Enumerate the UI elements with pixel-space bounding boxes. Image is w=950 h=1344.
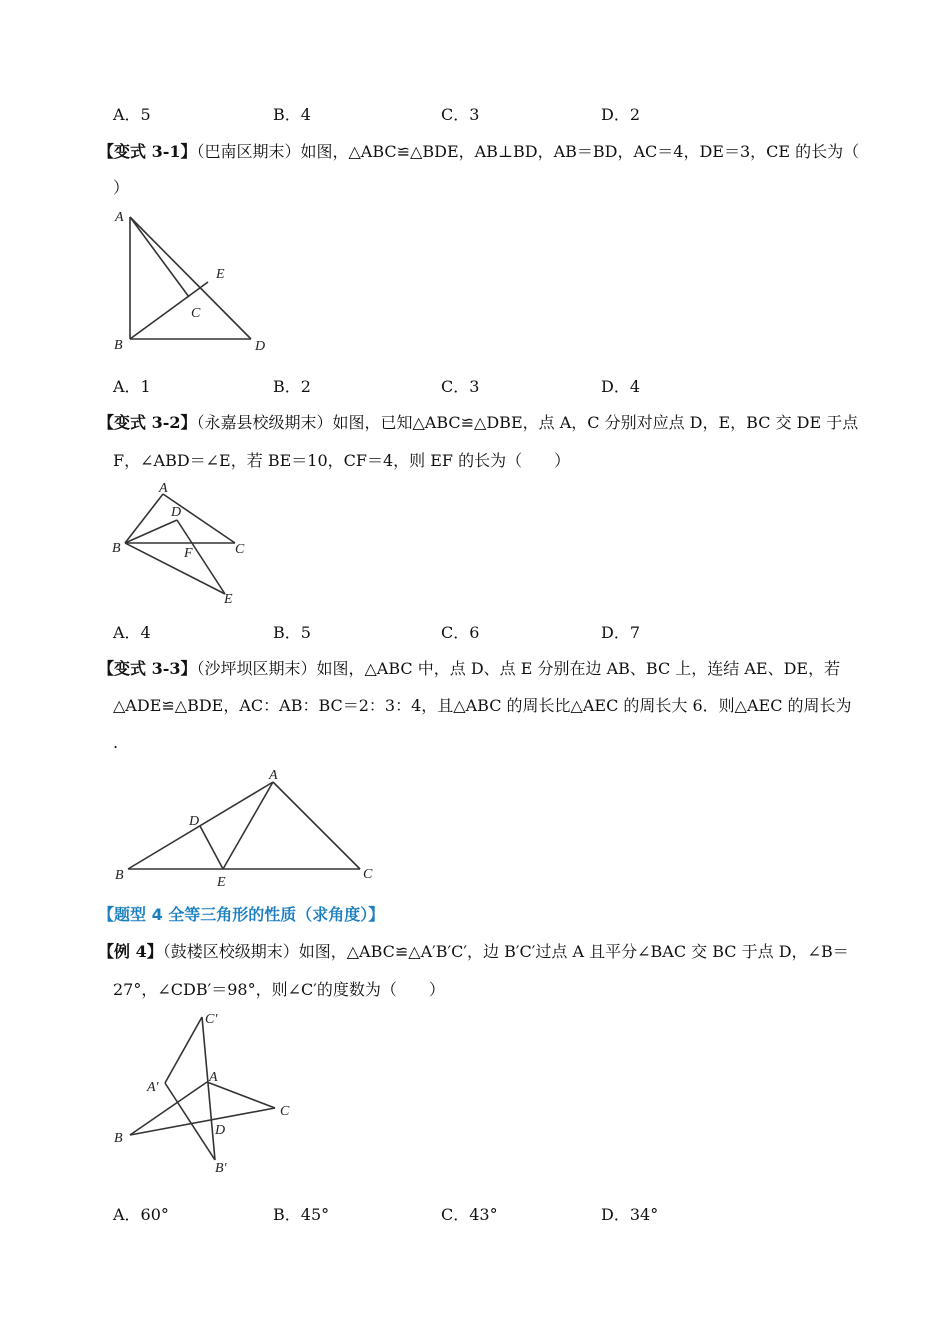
v32-seg-ba: [125, 494, 163, 543]
v33-tag: 【变式 3-3】: [98, 659, 197, 678]
ex4-label-c: C: [280, 1104, 290, 1119]
v33-seg-ac: [273, 782, 360, 869]
option-b[interactable]: B．2: [273, 377, 311, 396]
ex4-text1: （鼓楼区校级期末）如图，△ABC≌△A′B′C′，边 B′C′过点 A 且平分∠BAC 交 BC 于点 D，∠B＝: [162, 942, 849, 961]
v31-label-b: B: [114, 338, 123, 353]
option-d[interactable]: D．2: [601, 105, 641, 124]
v33-line2: △ADE≌△BDE，AC：AB：BC＝2：3：4，且△ABC 的周长比△AEC 的周长大 6．则△AEC 的周长为: [113, 696, 852, 715]
option-b[interactable]: B．45°: [273, 1205, 330, 1224]
v32-label-b: B: [112, 541, 121, 556]
v32-seg-be: [125, 543, 225, 594]
v32-label-a: A: [159, 481, 168, 496]
option-d[interactable]: D．4: [601, 377, 641, 396]
v33-line1: [98, 659, 848, 679]
v32-line1: [98, 413, 859, 433]
v33-label-e: E: [217, 875, 226, 890]
v32-label-e: E: [224, 592, 233, 607]
option-b[interactable]: B．5: [273, 623, 311, 642]
v32-text1: （永嘉县校级期末）如图，已知△ABC≌△DBE，点 A，C 分别对应点 D，E，BC 交 DE 于点: [196, 413, 859, 432]
v31-line2: ）: [113, 178, 130, 197]
v33-seg-ae: [223, 782, 273, 869]
v32-label-c: C: [235, 542, 245, 557]
option-a[interactable]: A．5: [113, 105, 151, 124]
v31-label-c: C: [191, 306, 201, 321]
v32-label-f: F: [184, 546, 193, 561]
v33-text1: （沙坪坝区期末）如图，△ABC 中，点 D、点 E 分别在边 AB、BC 上，连结 AE、DE，若: [196, 659, 841, 678]
v32-tag: 【变式 3-2】: [98, 413, 197, 432]
ex4-figure: [105, 1005, 305, 1185]
v31-line1: [98, 142, 860, 162]
section-title: 【题型 4 全等三角形的性质（求角度）】: [98, 905, 385, 924]
ex4-line1: [98, 942, 848, 962]
option-c[interactable]: C．3: [441, 105, 480, 124]
option-c[interactable]: C．43°: [441, 1205, 498, 1224]
option-b[interactable]: B．4: [273, 105, 311, 124]
ex4-label-a1: A′: [147, 1080, 159, 1095]
option-c[interactable]: C．6: [441, 623, 480, 642]
ex4-line2: 27°，∠CDB′＝98°，则∠C′的度数为（ ）: [113, 980, 445, 999]
v33-seg-de: [200, 826, 223, 869]
v31-label-d: D: [255, 339, 266, 354]
ex4-label-b1: B′: [215, 1161, 227, 1176]
v31-figure: [105, 205, 280, 360]
ex4-seg-ac: [207, 1082, 275, 1108]
v32-line2: F，∠ABD＝∠E，若 BE＝10，CF＝4，则 EF 的长为（ ）: [113, 451, 571, 470]
v32-seg-bd: [125, 520, 177, 543]
ex4-tag: 【例 4】: [98, 942, 163, 961]
option-a[interactable]: A．60°: [113, 1205, 169, 1224]
v33-label-a: A: [269, 768, 278, 783]
option-d[interactable]: D．7: [601, 623, 641, 642]
ex4-seg-bc: [130, 1108, 275, 1135]
v31-label-a: A: [115, 210, 124, 225]
ex4-label-a: A: [209, 1070, 218, 1085]
ex4-label-b: B: [114, 1131, 123, 1146]
ex4-seg-c1a1: [165, 1017, 202, 1083]
v31-tag: 【变式 3-1】: [98, 142, 197, 161]
v31-label-e: E: [216, 267, 225, 282]
v32-figure: [105, 478, 265, 608]
option-c[interactable]: C．3: [441, 377, 480, 396]
v33-seg-ba: [128, 782, 273, 869]
v33-figure: [105, 762, 385, 892]
v31-text1: （巴南区期末）如图，△ABC≌△BDE，AB⊥BD，AB＝BD，AC＝4，DE＝3，CE 的长为（: [196, 142, 860, 161]
v33-label-c: C: [363, 867, 373, 882]
v32-label-d: D: [171, 505, 182, 520]
ex4-seg-c1b1: [202, 1017, 215, 1160]
v31-seg-ac: [130, 217, 189, 297]
v33-label-d: D: [189, 814, 200, 829]
v33-line3: .: [113, 733, 119, 752]
v33-label-b: B: [115, 868, 124, 883]
ex4-label-d: D: [215, 1123, 226, 1138]
ex4-label-c1: C′: [205, 1012, 218, 1027]
option-a[interactable]: A．1: [113, 377, 151, 396]
option-d[interactable]: D．34°: [601, 1205, 659, 1224]
option-a[interactable]: A．4: [113, 623, 151, 642]
